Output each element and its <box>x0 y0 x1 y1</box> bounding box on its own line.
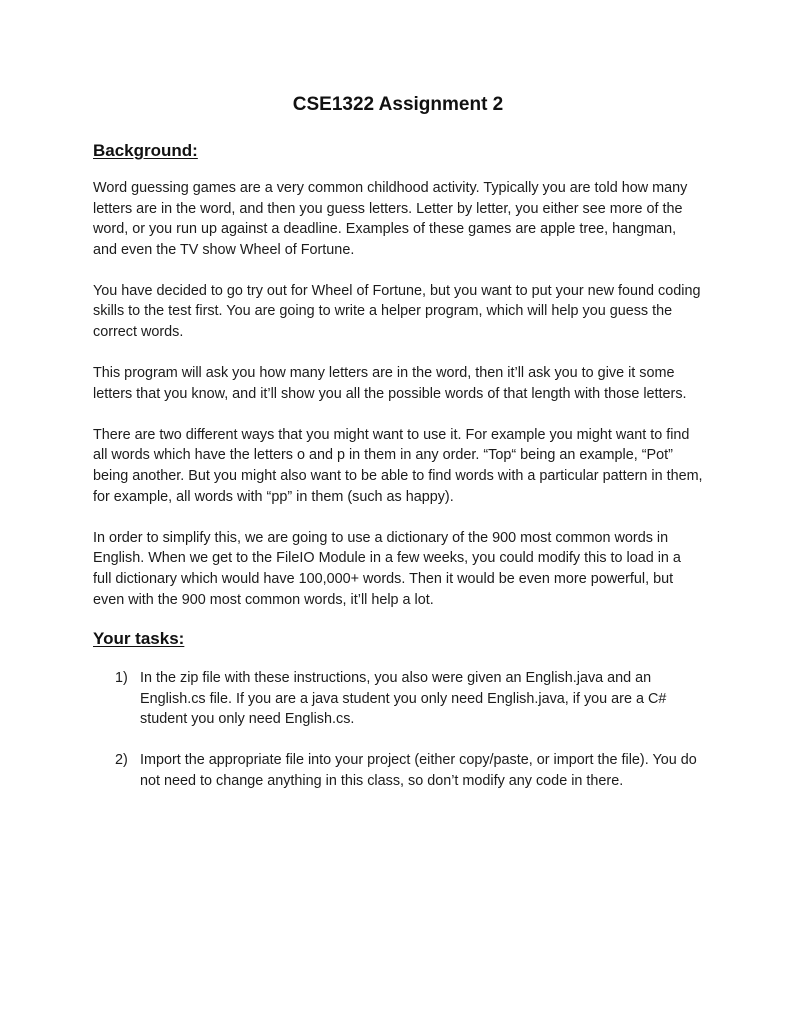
tasks-heading: Your tasks: <box>93 629 185 649</box>
document-page <box>93 90 703 792</box>
task-item <box>93 750 703 791</box>
paragraph-wheel-of-fortune: You have decided to go try out for Wheel of Fortune, but you want to put your new found coding skills to the test first. You are going to write a helper program, which will help you guess the correct words. <box>93 282 701 341</box>
task-text: In the zip file with these instructions, you also were given an English.java and an English.cs file. If you are a java student you only need English.java, if you are a C# student you only need English.cs. <box>140 670 667 728</box>
paragraph-program-description: This program will ask you how many letters are in the word, then it’ll ask you to give it some letters that you know, and it’ll show you all the possible words of that length with those letters. <box>93 365 687 402</box>
background-heading: Background: <box>93 141 198 160</box>
paragraph-usage-modes: There are two different ways that you might want to use it. For example you might want to find all words which have the letters o and p in them in any order. “Top“ being an example, “Pot” being another. But you might also want to be able to find words with a particular pattern in them, for example, all words with “pp” in them (such as happy). <box>93 426 703 505</box>
paragraph-dictionary: In order to simplify this, we are going to use a dictionary of the 900 most common words in English. When we get to the FileIO Module in a few weeks, you could modify this to load in a full dictionary which would have 100,000+ words. Then it would be even more powerful, but even with the 900 most common words, it’ll help a lot. <box>93 529 681 608</box>
task-number: 2) <box>115 752 128 769</box>
document-title: CSE1322 Assignment 2 <box>292 94 504 115</box>
task-text: Import the appropriate file into your project (either copy/paste, or import the file). You do not need to change anything in this class, so don’t modify any code in there. <box>140 752 697 789</box>
task-list <box>93 668 703 791</box>
task-number: 1) <box>115 670 128 687</box>
paragraph-intro: Word guessing games are a very common childhood activity. Typically you are told how many letters are in the word, and then you guess letters. Letter by letter, you either see more of the word, or you run up against a deadline. Examples of these games are apple tree, hangman, and even the TV show Wheel of Fortune. <box>93 180 688 258</box>
task-item <box>93 668 703 730</box>
